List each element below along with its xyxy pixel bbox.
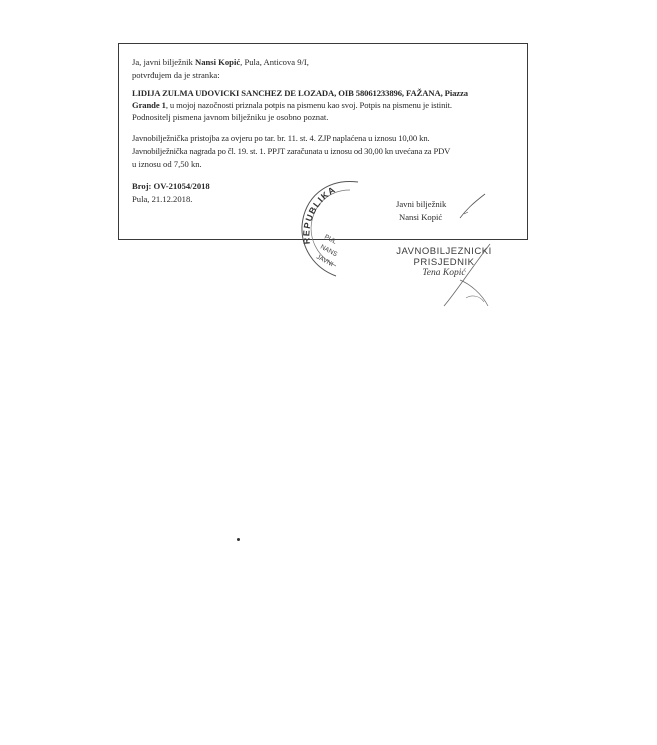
intro-suffix: , Pula, Anticova 9/I, bbox=[240, 57, 309, 67]
fee-line-3: u iznosu od 7,50 kn. bbox=[132, 159, 202, 169]
deputy-stamp-line-3: Tena Kopić bbox=[422, 268, 466, 278]
reference-number: Broj: OV-21054/2018 bbox=[132, 181, 210, 191]
fee-line-1: Javnobilježnička pristojba za ovjeru po tar. br. 11. st. 4. ZJP naplaćena u iznosu 10,00 kn. bbox=[132, 133, 430, 143]
seal-inner-line-3: JAVNI bbox=[315, 253, 335, 269]
seal-ring-text: REPUBLIKA bbox=[301, 184, 338, 245]
seal-inner-line-1: PUL bbox=[323, 233, 338, 246]
notary-signature bbox=[458, 192, 488, 225]
deputy-signature bbox=[440, 240, 500, 315]
notary-intro-line bbox=[132, 57, 309, 67]
deputy-stamp-line-1: JAVNOBILJEZNICKI bbox=[396, 246, 492, 257]
deputy-stamp-line-2: PRISJEDNIK bbox=[413, 257, 475, 268]
notary-name: Nansi Kopić bbox=[195, 57, 241, 67]
seal-inner-line-2: NANS bbox=[319, 243, 339, 259]
recognition-text: , u mojoj nazočnosti priznala potpis na pismenu kao svoj. Potpis na pismenu je istinit. bbox=[165, 100, 452, 110]
signature-recognition-line bbox=[132, 100, 452, 110]
party-address-end: Grande 1 bbox=[132, 100, 166, 110]
fee-line-2: Javnobilježnička nagrada po čl. 19. st. 1. PPJT zaračunata u iznosu od 30,00 kn uvećana za PDV bbox=[132, 146, 451, 156]
intro-prefix: Ja, javni bilježnik bbox=[132, 57, 196, 67]
place-and-date: Pula, 21.12.2018. bbox=[132, 194, 193, 204]
party-details-line: LIDIJA ZULMA UDOVICKI SANCHEZ DE LOZADA, OIB 58061233896, FAŽANA, Piazza bbox=[132, 88, 468, 98]
personally-known-line: Podnositelj pismena javnom bilježniku je osobno poznat. bbox=[132, 112, 329, 122]
stray-mark bbox=[237, 538, 240, 541]
signer-title: Javni bilježnik bbox=[396, 199, 447, 209]
signer-name: Nansi Kopić bbox=[399, 212, 443, 222]
confirmation-line: potvrđujem da je stranka: bbox=[132, 70, 220, 80]
official-seal bbox=[296, 176, 360, 276]
